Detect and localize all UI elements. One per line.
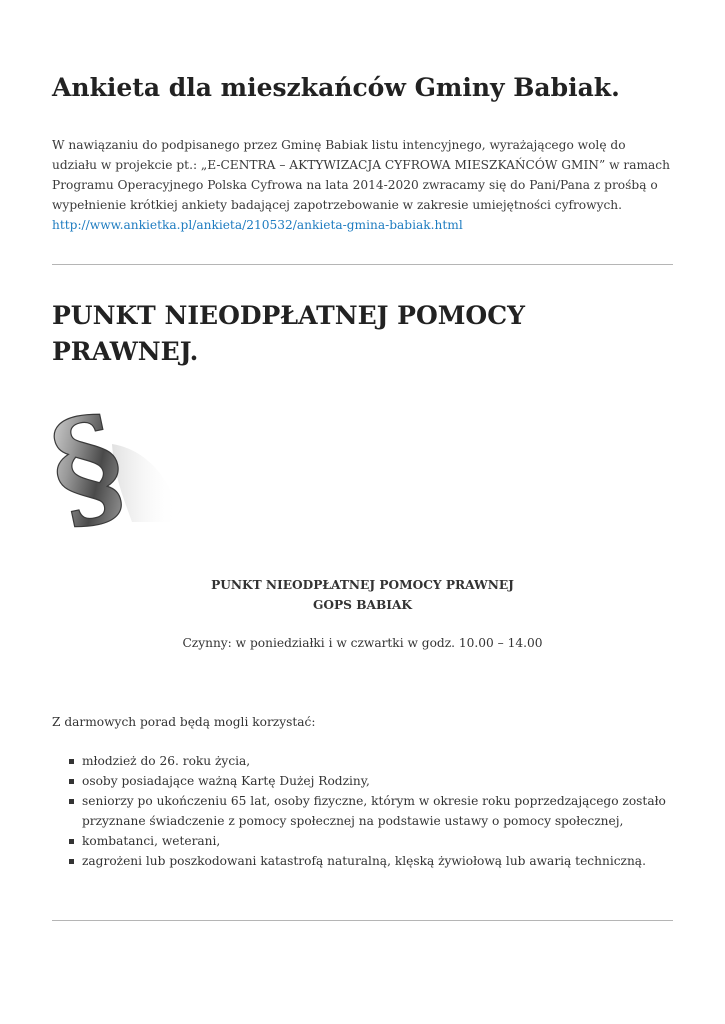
section-sign-icon: [37, 384, 178, 551]
divider: [52, 920, 673, 921]
list-item: zagrożeni lub poszkodowani katastrofą naturalną, klęską żywiołową lub awarią techniczną.: [82, 851, 673, 871]
beneficiaries-lead: Z darmowych porad będą mogli korzystać:: [52, 715, 316, 729]
list-item: młodzież do 26. roku życia,: [82, 751, 673, 771]
center-line-1: PUNKT NIEODPŁATNEJ POMOCY PRAWNEJ: [211, 578, 514, 592]
legal-aid-center-title: [52, 575, 673, 615]
legal-aid-heading: PUNKT NIEODPŁATNEJ POMOCY PRAWNEJ.: [52, 301, 525, 366]
survey-title: Ankieta dla mieszkańców Gminy Babiak.: [52, 73, 620, 102]
survey-link[interactable]: http://www.ankietka.pl/ankieta/210532/ankieta-gmina-babiak.html: [52, 218, 463, 232]
beneficiaries-list: [52, 751, 673, 871]
divider: [52, 264, 673, 265]
svg-text:§: §: [37, 384, 138, 551]
center-line-2: GOPS BABIAK: [312, 598, 413, 612]
list-item: osoby posiadające ważną Kartę Dużej Rodziny,: [82, 771, 673, 791]
list-item: kombatanci, weterani,: [82, 831, 673, 851]
list-item: seniorzy po ukończeniu 65 lat, osoby fizyczne, którym w okresie roku poprzedzającego zostało przyznane świadczenie z pomocy społecznej na podstawie ustawy o pomocy społecznej,: [82, 791, 673, 831]
opening-hours: Czynny: w poniedziałki i w czwartki w godz. 10.00 – 14.00: [182, 636, 543, 650]
survey-intro-text: W nawiązaniu do podpisanego przez Gminę Babiak listu intencyjnego, wyrażającego wolę do udziału w projekcie pt.: „E-CENTRA – AKTYWIZACJA CYFROWA MIESZKAŃCÓW GMIN” w ramach Programu Operacyjnego Polska Cyfrowa na lata 2014-2020 zwracamy się do Pani/Pana z prośbą o wypełnienie krótkiej ankiety badającej zapotrzebowanie w zakresie umiejętności cyfrowych.: [52, 138, 670, 212]
survey-intro: [52, 135, 673, 235]
